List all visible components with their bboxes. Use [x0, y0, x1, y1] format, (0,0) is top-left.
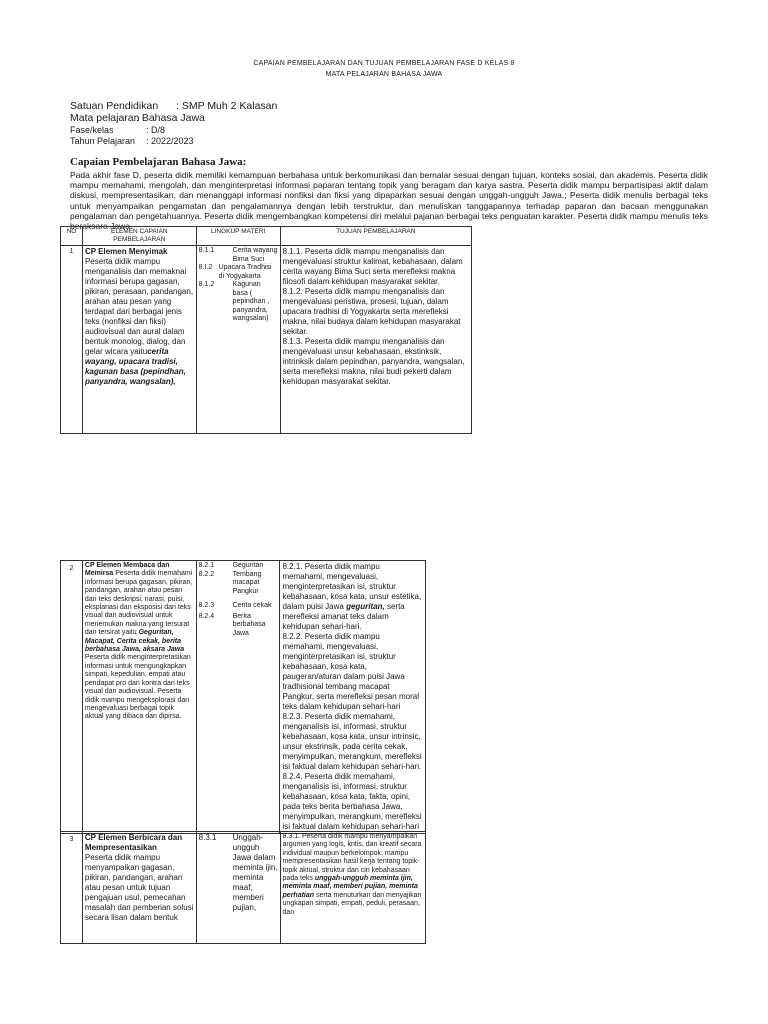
- info-row-school: [70, 100, 278, 112]
- tujuan-item: [282, 562, 423, 632]
- lingkup-num: 8.1.2: [198, 281, 215, 288]
- header-lingkup: LINGKUP MATERI: [196, 227, 280, 246]
- header-elemen: ELEMEN CAPAIAN PEMBELAJARAN: [82, 227, 196, 246]
- tujuan-bold: geguritan,: [346, 602, 385, 611]
- elemen-title: CP Elemen Menyimak: [84, 247, 168, 256]
- row-number: 3: [61, 832, 83, 944]
- lingkup-num: 8.I.2: [198, 264, 213, 271]
- header-tujuan: TUJUAN PEMBELAJARAN: [280, 227, 471, 246]
- info-row-year: [70, 136, 194, 147]
- learning-table-1: [60, 226, 472, 434]
- elemen-cell: [82, 246, 196, 434]
- lingkup-cell: [196, 246, 280, 434]
- lingkup-num: 8.3.1: [198, 833, 217, 842]
- elemen-text: Peserta didik menginterpretasikan informasi untuk mengungkapkan simpati, kepedulian, empati atau pendapat pro dan kontra dari teks visual dan audiovisual. Peserta didik mampu mengeksplorasi dan mengevaluasi berbagai topik aktual yang dibaca dan dipirsa.: [84, 654, 191, 721]
- tujuan-text: serta menuturkan dan menyajikan ungkapan simpati, empati, peduli, perasaan, dan: [282, 891, 422, 916]
- lingkup-text: Geguritan: [232, 562, 264, 569]
- lingkup-text: Kagunan basa ( pepindhan , panyandra, wangsalan): [232, 281, 270, 322]
- elemen-text: Peserta didik mampu menganalisis dan memaknai informasi berupa gagasan, pikiran, perasaan, pandangan, arahan atau pesan yang terdapat dari berbagai jenis teks (nonfiksi dan fiksi) audiovisual dan aural dalam bentuk monolog, dialog, dan gelar wicara yaitu: [84, 257, 194, 356]
- info-value: : Bahasa Jawa: [136, 112, 205, 124]
- info-row-phase: [70, 125, 166, 136]
- lingkup-cell: [196, 832, 280, 944]
- elemen-cell: [82, 561, 196, 834]
- lingkup-text: Cerita cekak: [232, 602, 272, 609]
- identity-block: [70, 100, 278, 147]
- document-subtitle: MATA PELAJARAN BAHASA JAWA: [325, 71, 443, 78]
- tujuan-text: 8.2.1. Peserta didik mampu memahami, mengevaluasi, menginterpretasikan isi, struktur kebahasaan, kosa kata, unsur estetika, dalam puisi Jawa: [282, 562, 422, 611]
- tujuan-text: 8.3.1. Peserta didik mampu menyampaikan argumen yang logis, kritis, dan kreatif secara individual maupun berkelompok, mampu mempresentasikan hasil kerja tentang topik-topik aktual, struktur dan ciri kebahasaan pada teks: [282, 833, 422, 883]
- tujuan-cell: [280, 246, 471, 434]
- tujuan-cell: [280, 832, 425, 944]
- table-row: [61, 246, 472, 434]
- info-value: : SMP Muh 2 Kalasan: [176, 100, 278, 112]
- lingkup-cell: [196, 561, 280, 834]
- cp-paragraph: Pada akhir fase D, peserta didik memiliki kemampuan berbahasa untuk berkomunikasi dan bernalar sesuai dengan tujuan, konteks sosial, dan akademis. Peserta didik mampu memahami, mengolah, dan menginterpretasi informasi paparan tentang topik yang beragam dan karya sastra. Peserta didik mampu berpartisipasi aktif dalam diskusi, mempresentasikan, dan menanggapi informasi nonfiksi dan fiksi yang dipaparkan sesuai dengan unggah-ungguh Jawa.; Peserta didik menulis berbagai teks untuk menyampaikan pengamatan dan pengalamannya dengan lebih terstruktur, dan menuliskan tanggapannya terhadap paparan dan bacaan menggunakan pengalaman dan pengetahuannya. Peserta didik mengembangkan kompetensi diri melalui pajanan berbagai teks penguatan karakter. Peserta didik mampu menulis teks beraksara Jawa.: [70, 170, 708, 232]
- elemen-bold: Geguritan, Macapat, Cerita cekak, berita berbahasa Jawa, aksara Jawa: [84, 629, 185, 654]
- table-header-row: [61, 227, 472, 246]
- info-row-subject: [70, 112, 205, 124]
- tujuan-bold: unggah-ungguh meminta ijin, meminta maaf, memberi pujian, meminta perhatian: [282, 875, 418, 899]
- table-row: [61, 561, 426, 834]
- list-item: [199, 264, 278, 281]
- tujuan-item: 8.1.1. Peserta didik mampu menganalisis dan mengevaluasi struktur kalimat, kebahasaan, dalam cerita wayang Bima Suci serta merefleksi makna filosofi dalam kehidupan masyarakat sekitar.: [282, 247, 463, 286]
- info-label: Satuan Pendidikan: [70, 100, 159, 112]
- elemen-bold: cerita wayang, upacara tradisi, kagunan basa (pepindhan, panyandra, wangsalan),: [84, 347, 186, 386]
- tujuan-item: 8.1.2. Peserta didik mampu menganalisis dan mengevaluasi peristiwa, prosesi, tujuan, dalam upacara tradhisi di Yogyakarta serta merefleksi makna, nilai budaya dalam kehidupan masyarakat sekitar.: [282, 287, 461, 336]
- lingkup-num: 8.2.1: [198, 562, 215, 569]
- elemen-title: CP Elemen Berbicara dan Mempresentasikan: [84, 833, 183, 852]
- list-item: [199, 602, 278, 611]
- lingkup-text: Unggah-ungguh Jawa dalam meminta ijin, meminta maaf, memberi pujian,: [232, 833, 278, 912]
- lingkup-num: 8.2.2: [198, 570, 215, 578]
- header-no: NO: [61, 227, 83, 246]
- tujuan-item: 8.2.4. Peserta didik memahami, menganalisis isi, informasi, struktur kebahasaan, kosa kata, fakta, opini, pada teks berita berbahasa Jawa, menyimpulkan, merangkum, merefleksi isi faktual dalam kehidupan sehari-hari: [282, 772, 422, 831]
- elemen-text: Peserta didik mampu menyampaikan gagasan, pikiran, pandangan, arahan atau pesan untuk tujuan pengajuan usul, pemecahan masalah dan pemberian solusi secara lisan dalam bentuk: [84, 853, 194, 922]
- elemen-text: Peserta didik memahami informasi berupa gagasan, pikiran, pandangan, arahan atau pesan dari teks deskripsi, narasi, puisi, eksplanasi dan eksposisi dari teks visual dan audiovisual untuk menemukan makna yang tersurat dan tersirat yaitu: [84, 570, 193, 637]
- tujuan-text: serta merefleksi amanat teks dalam kehidupan sehari-hari.: [282, 602, 405, 631]
- list-item: [199, 281, 278, 324]
- lingkup-text: Berita berbahasa Jawa: [232, 612, 266, 637]
- elemen-cell: [82, 832, 196, 944]
- list-item: [199, 562, 278, 571]
- lingkup-num: 8.2.3: [198, 602, 215, 609]
- row-number: 1: [61, 246, 83, 434]
- cp-heading: Capaian Pembelajaran Bahasa Jawa:: [70, 156, 247, 168]
- lingkup-num: 8.2.4: [198, 612, 215, 620]
- tujuan-item: 8.1.3. Peserta didik mampu menganalisis dan mengevaluasi unsur kebahasaan, ekstinksik, intrinksik dalam pepindhan, panyandra, wangsalan, serta merefleksi makna, nilai budi pekerti dalam kehidupan masyarakat sekitar.: [282, 337, 465, 386]
- table-row: [61, 832, 426, 944]
- document-title: CAPAIAN PEMBELAJARAN DAN TUJUAN PEMBELAJARAN FASE D KELAS 8: [253, 60, 515, 67]
- list-item: [199, 571, 278, 597]
- tujuan-cell: [280, 561, 426, 834]
- tujuan-item: 8.2.2. Peserta didik mampu memahami, mengevaluasi, menginterpretasikan isi, struktur kebahasaan, kosa kata, paugeran/aturan dalam puisi Jawa tradhisional tembang macapat Pangkur, serta merefleksi pesan moral teks dalam kehidupan sehari-hari: [282, 632, 419, 711]
- info-label: Tahun Pelajaran: [70, 136, 136, 146]
- tujuan-item: 8.2.3. Peserta didik memahami, menganalisis isi, informasi, struktur kebahasaan, kosa kata, unsur intrinsic, unsur ekstrinsik, pada cerita cekak, menyimpulkan, merangkum, merefleksi isi faktual dalam kehidupan sehari-hari.: [282, 712, 422, 771]
- info-value: : D/8: [146, 125, 166, 135]
- info-label: Mata pelajaran: [70, 112, 140, 124]
- list-item: [199, 613, 278, 639]
- info-label: Fase/kelas: [70, 125, 114, 135]
- lingkup-text: Tembang macapat Pangkur: [232, 570, 262, 595]
- row-number: 2: [61, 561, 83, 834]
- list-item: [199, 833, 278, 913]
- lingkup-text: Cerita wayang Bima Suci: [232, 247, 278, 263]
- learning-table-2: [60, 560, 426, 834]
- lingkup-num: 8.1.1: [198, 247, 215, 254]
- list-item: [199, 247, 278, 264]
- info-value: : 2022/2023: [146, 136, 194, 146]
- elemen-title: CP Elemen Membaca dan Memirsa: [84, 562, 170, 578]
- lingkup-text: Upacara Tradhisi di Yogyakarta: [218, 264, 272, 280]
- learning-table-3: [60, 831, 426, 944]
